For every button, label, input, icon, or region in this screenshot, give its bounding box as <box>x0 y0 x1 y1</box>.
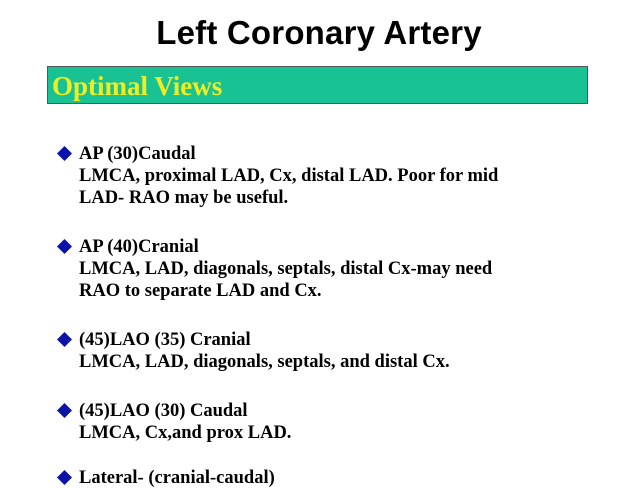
diamond-bullet-icon <box>57 239 72 254</box>
diamond-bullet-icon <box>57 146 72 161</box>
diamond-bullet-icon <box>57 403 72 418</box>
banner-label: Optimal Views <box>52 71 223 101</box>
bullet-text: LAD- RAO may be useful. <box>79 188 289 208</box>
bullet-text: LMCA, LAD, diagonals, septals, distal Cx-may need <box>79 259 493 279</box>
bullet-text: LMCA, LAD, diagonals, septals, and distal Cx. <box>79 352 450 372</box>
bullet-heading: (45)LAO (35) Cranial <box>79 330 251 350</box>
bullet-text: LMCA, Cx,and prox LAD. <box>79 423 292 443</box>
bullet-text: RAO to separate LAD and Cx. <box>79 281 322 301</box>
slide-title: Left Coronary Artery <box>156 14 482 51</box>
bullet-heading: AP (40)Cranial <box>79 237 199 257</box>
diamond-bullet-icon <box>57 332 72 347</box>
bullet-heading: AP (30)Caudal <box>79 144 196 164</box>
bullet-heading: (45)LAO (30) Caudal <box>79 401 248 421</box>
bullet-heading: Lateral- (cranial-caudal) <box>79 468 275 488</box>
bullet-text: LMCA, proximal LAD, Cx, distal LAD. Poor for mid <box>79 166 499 186</box>
